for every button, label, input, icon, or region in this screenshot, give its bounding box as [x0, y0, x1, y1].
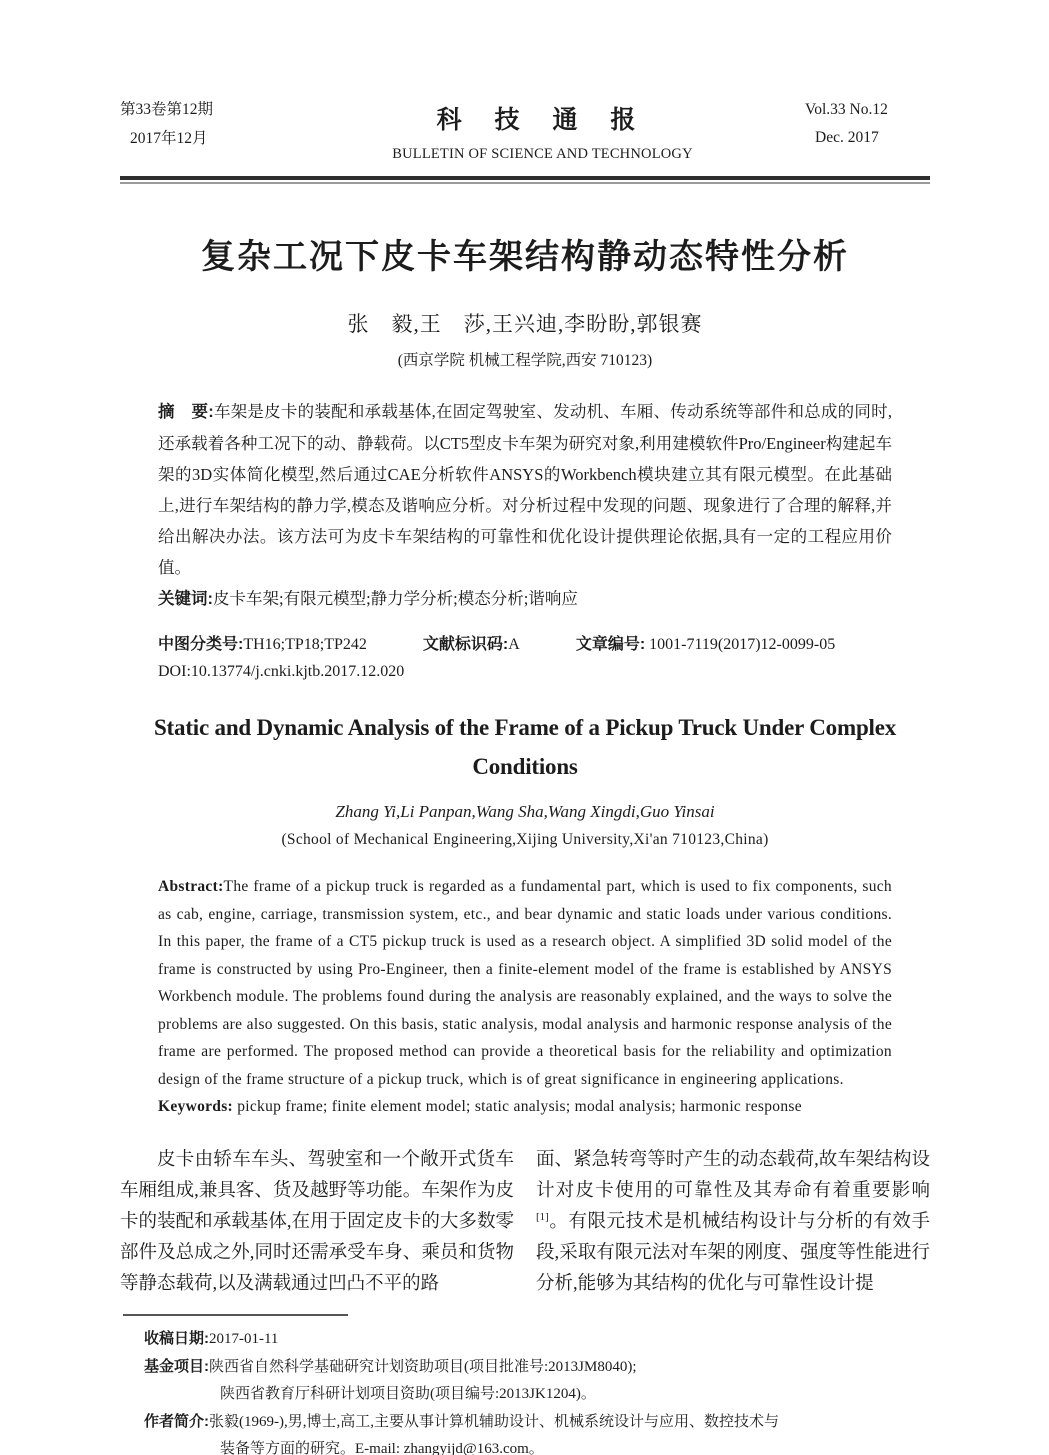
header-issue-block: [120, 100, 280, 149]
keywords-cn-line: [158, 583, 892, 615]
classification-line: [158, 631, 930, 654]
fund-project-continuation: 陕西省教育厅科研计划项目资助(项目编号:2013JK1204)。: [220, 1385, 596, 1402]
received-date-line: [144, 1325, 930, 1353]
abstract-en-text: The frame of a pickup truck is regarded as a fundamental part, which is used to fix components, such as cab, engine, carriage, transmission system, etc., and bear dynamic and static loads under various conditions. In this paper, the frame of a CT5 pickup truck is used as a research object. A simplified 3D solid model of the frame is constructed by using Pro-Engineer, then a finite-element model of the frame is established by ANSYS Workbench module. The problems found during the analysis are reasonably explained, and the ways to solve the problems are also suggested. On this basis, static analysis, modal analysis and harmonic response analysis of the frame are performed. The proposed method can provide a theoretical basis for the reliability and optimization design of the frame structure of a pickup truck, which is of great significance in engineering applications.: [158, 878, 892, 1088]
issue-number-cn: 第33卷第12期: [120, 101, 214, 118]
journal-header: [120, 0, 930, 163]
fund-project-line: [144, 1353, 930, 1381]
keywords-en-text: pickup frame; finite element model; static analysis; modal analysis; harmonic response: [233, 1098, 802, 1115]
authors-cn: 张 毅,王 莎,王兴迪,李盼盼,郭银赛: [347, 312, 703, 336]
article-no-segment: [576, 631, 835, 654]
doc-code-value: A: [508, 636, 520, 653]
issue-date-en: Dec. 2017: [815, 129, 879, 146]
article-no-value: 1001-7119(2017)12-0099-05: [649, 636, 836, 653]
received-date-value: 2017-01-11: [209, 1330, 279, 1347]
keywords-en-line: [158, 1093, 892, 1121]
author-bio-text-1: 张毅(1969-),男,博士,高工,主要从事计算机辅助设计、机械系统设计与应用、数控技术与: [209, 1413, 779, 1430]
abstract-cn-block: [158, 396, 892, 615]
header-divider-thick: [120, 176, 930, 180]
clc-value: TH16;TP18;TP242: [243, 636, 367, 653]
body-right-text-2: 。有限元技术是机械结构设计与分析的有效手段,采取有限元法对车架的刚度、强度等性能进行分析,能够为其结构的优化与可靠性设计提: [536, 1211, 930, 1294]
journal-title-cn: 科 技 通 报: [436, 106, 649, 134]
abstract-en-block: [158, 873, 892, 1121]
header-divider: [120, 176, 930, 184]
abstract-cn-text: 车架是皮卡的装配和承载基体,在固定驾驶室、发动机、车厢、传动系统等部件和总成的同时,还承载着各种工况下的动、静载荷。以CT5型皮卡车架为研究对象,利用建模软件Pro/Engineer构建起车架的3D实体简化模型,然后通过CAE分析软件ANSYS的Workbench模块建立其有限元模型。在此基础上,进行车架结构的静力学,模态及谐响应分析。对分析过程中发现的问题、现象进行了合理的解释,并给出解决办法。该方法可为皮卡车架结构的可靠性和优化设计提供理论依据,具有一定的工程应用价值。: [158, 402, 893, 577]
fund-project-label: 基金项目:: [144, 1357, 209, 1375]
abstract-en-label: Abstract:: [158, 878, 224, 895]
journal-title-en: BULLETIN OF SCIENCE AND TECHNOLOGY: [392, 146, 693, 162]
body-column-left: [120, 1145, 514, 1300]
body-right-text-1: 面、紧急转弯等时产生的动态载荷,故车架结构设计对皮卡使用的可靠性及其寿命有着重要影响: [536, 1149, 930, 1201]
abstract-cn-label: 摘 要:: [158, 403, 214, 421]
body-paragraph-right: [536, 1145, 930, 1300]
body-column-right: [536, 1145, 930, 1300]
keywords-cn-text: 皮卡车架;有限元模型;静力学分析;模态分析;谐响应: [213, 589, 578, 608]
header-divider-thin: [120, 182, 930, 184]
header-volume-block: [805, 100, 930, 148]
author-bio-line: [144, 1408, 930, 1436]
body-columns: [120, 1145, 930, 1300]
footnote-lines: [120, 1325, 930, 1455]
article-title-cn: 复杂工况下皮卡车架结构静动态特性分析: [201, 238, 849, 276]
author-bio-continuation: 装备等方面的研究。E-mail: zhangyijd@163.com。: [220, 1440, 544, 1455]
fund-project-text-1: 陕西省自然科学基础研究计划资助项目(项目批准号:2013JM8040);: [209, 1358, 637, 1375]
keywords-cn-label: 关键词:: [158, 590, 213, 608]
abstract-cn: [158, 396, 892, 583]
journal-title-block: [280, 100, 805, 163]
clc-label: 中图分类号:: [158, 636, 244, 653]
affiliation-en: (School of Mechanical Engineering,Xijing University,Xi'an 710123,China): [281, 831, 769, 848]
article-no-label: 文章编号:: [575, 636, 646, 653]
doc-code-segment: [423, 631, 520, 654]
body-paragraph-left: 皮卡由轿车车头、驾驶室和一个敞开式货车车厢组成,兼具客、货及越野等功能。车架作为皮卡的装配和承载基体,在用于固定皮卡的大多数零部件及总成之外,同时还需承受车身、乘员和货物等静态载荷,以及满载通过凹凸不平的路: [120, 1149, 514, 1294]
keywords-en-label: Keywords:: [158, 1098, 234, 1115]
article-title-en: Static and Dynamic Analysis of the Frame of a Pickup Truck Under Complex Conditions: [153, 715, 897, 779]
footnote-block: [120, 1314, 930, 1455]
volume-number-en: Vol.33 No.12: [805, 101, 888, 118]
issue-date-cn: 2017年12月: [130, 130, 208, 147]
footnote-divider: [123, 1314, 348, 1316]
citation-ref-1: [1]: [536, 1210, 549, 1223]
affiliation-cn: (西京学院 机械工程学院,西安 710123): [397, 352, 653, 369]
authors-en: Zhang Yi,Li Panpan,Wang Sha,Wang Xingdi,Guo Yinsai: [335, 802, 715, 821]
clc-segment: [158, 631, 367, 654]
doc-code-label: 文献标识码:: [422, 636, 509, 653]
abstract-en: [158, 873, 892, 1093]
received-date-label: 收稿日期:: [144, 1329, 209, 1347]
author-bio-label: 作者简介:: [144, 1412, 209, 1430]
doi-line: DOI:10.13774/j.cnki.kjtb.2017.12.020: [158, 663, 405, 680]
